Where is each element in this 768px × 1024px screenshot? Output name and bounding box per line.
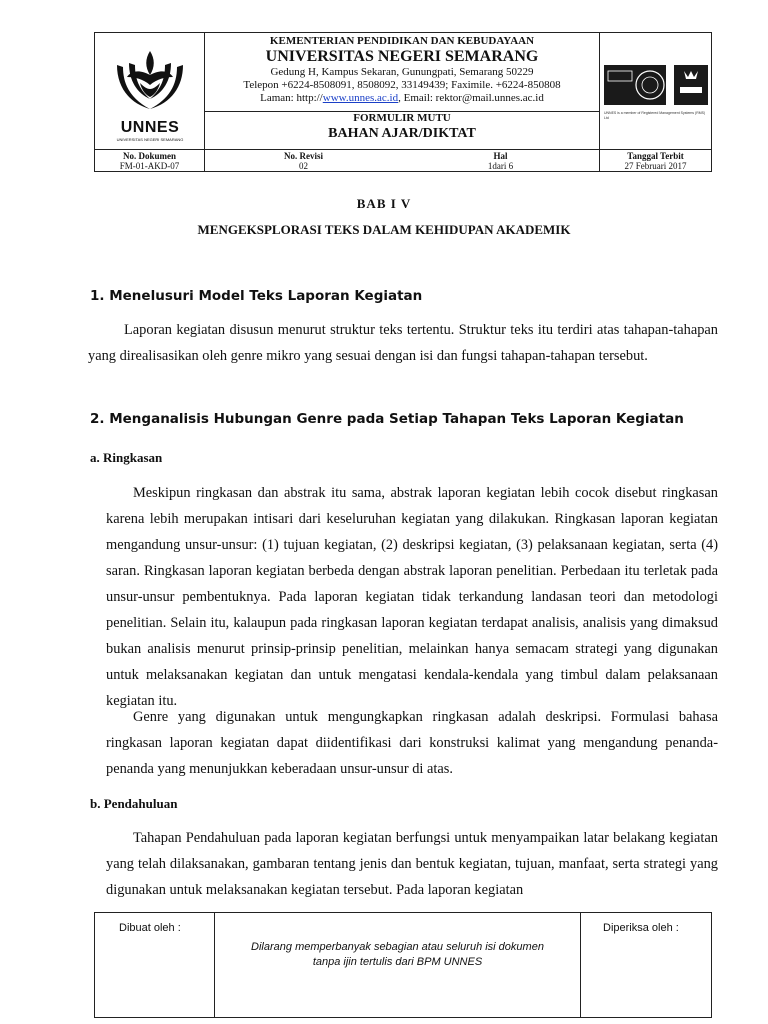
date-value: 27 Februari 2017 xyxy=(624,161,687,171)
logo-wordmark: UNNES xyxy=(120,119,180,136)
certification-note: UNNES is a member of Registered Management Systems (RMS) Ltd xyxy=(604,111,706,120)
chapter-number: BAB I V xyxy=(356,196,412,211)
institution-block xyxy=(205,33,599,112)
web-line xyxy=(205,92,599,105)
subsection-a-paragraph-1: Meskipun ringkasan dan abstrak itu sama, abstrak laporan kegiatan lebih cocok disebut ringkasan karena lebih merupakan intisari dari keseluruhan kegiatan yang dilakukan. Ringkasan laporan kegiatan mengandung unsur-unsur: (1) tujuan kegiatan, (2) deskripsi kegiatan, (3) pelaksanaan kegiatan, serta (4) saran. Ringkasan laporan kegiatan berbeda dengan abstrak laporan penelitian. Perbedaan itu terletak pada unsur-unsur pembentuknya. Pada laporan kegiatan tidak terkandung landasan teori dan metodologi penelitian. Selain itu, kalaupun pada ringkasan laporan kegiatan terdapat analisis, analisis yang dimaksud bukan analisis menurut prinsip-prinsip penelitian, melainkan hanya semacam strategi yang digunakan untuk melaksanakan kegiatan dan untuk mengatasi kendala-kendala yang timbul dalam pelaksanaan kegiatan itu. xyxy=(106,485,718,709)
institution-cell xyxy=(205,33,599,149)
subsection-b-paragraph-1: Tahapan Pendahuluan pada laporan kegiatan berfungsi untuk menyampaikan latar belakang kegiatan yang telah dilaksanakan, gambaran tentang jenis dan bentuk kegiatan, tujuan, manfaat, serta strategi yang digunakan untuk melaksanakan kegiatan tersebut. Pada laporan kegiatan xyxy=(106,830,718,898)
doc-number-label: No. Dokumen xyxy=(122,151,176,161)
logo-subtext: UNIVERSITAS NEGERI SEMARANG xyxy=(116,137,184,142)
email-text: , Email: rektor@mail.unnes.ac.id xyxy=(398,92,544,104)
date-label: Tanggal Terbit xyxy=(627,151,684,161)
subsection-a-paragraph-2: Genre yang digunakan untuk mengungkapkan ringkasan adalah deskripsi. Formulasi bahasa ringkasan laporan kegiatan dapat diidentifikasi dari konstruksi kalimat yang mengandung penanda-penanda yang menunjukkan keberadaan unsur-unsur di atas. xyxy=(106,709,718,777)
section-paragraph-1: Laporan kegiatan disusun menurut struktur teks tertentu. Struktur teks itu terdiri atas tahapan-tahapan yang direalisasikan oleh genre mikro yang sesuai dengan isi dan fungsi tahapan-tahapan tersebut. xyxy=(88,322,718,364)
revision-value: 02 xyxy=(299,161,308,171)
approval-footer xyxy=(94,912,712,1018)
notice-line-1: Dilarang memperbanyak sebagian atau seluruh isi dokumen xyxy=(251,941,544,953)
page-cell xyxy=(402,150,599,172)
subsection-heading-b: b. Pendahuluan xyxy=(90,796,178,811)
document-header xyxy=(94,32,712,172)
certification-cell xyxy=(599,33,711,149)
chapter-title: MENGEKSPLORASI TEKS DALAM KEHIDUPAN AKADEMIK xyxy=(197,222,571,237)
unnes-logo-icon xyxy=(109,47,191,119)
made-by-label: Dibuat oleh : xyxy=(119,922,181,934)
copyright-notice-cell xyxy=(215,913,580,1017)
notice-line-2: tanpa ijin tertulis dari BPM UNNES xyxy=(312,956,483,968)
university-name: UNIVERSITAS NEGERI SEMARANG xyxy=(265,48,539,65)
revision-label: No. Revisi xyxy=(284,151,323,161)
form-title: BAHAN AJAR/DIKTAT xyxy=(328,126,476,141)
form-label: FORMULIR MUTU xyxy=(353,112,451,124)
ministry-name: KEMENTERIAN PENDIDIKAN DAN KEBUDAYAAN xyxy=(269,35,535,47)
revision-cell xyxy=(205,150,402,172)
page-label: Hal xyxy=(493,151,508,161)
doc-number-cell xyxy=(95,150,205,172)
web-prefix: Laman: http:// xyxy=(260,92,323,104)
date-cell xyxy=(599,150,711,172)
certification-marks-icon xyxy=(604,65,708,105)
section-heading-2: 2. Menganalisis Hubungan Genre pada Setiap Tahapan Teks Laporan Kegiatan xyxy=(90,411,684,427)
doc-number-value: FM-01-AKD-07 xyxy=(119,161,180,171)
document-meta-row xyxy=(95,149,711,171)
made-by-cell xyxy=(95,913,215,1017)
form-title-block xyxy=(205,112,599,143)
logo-cell xyxy=(95,33,205,149)
phone-line: Telepon +6224-8508091, 8508092, 33149439; Faximile. +6224-850808 xyxy=(243,79,561,91)
address-line: Gedung H, Kampus Sekaran, Gunungpati, Semarang 50229 xyxy=(270,66,534,78)
checked-by-label: Diperiksa oleh : xyxy=(603,922,679,934)
subsection-heading-a: a. Ringkasan xyxy=(90,450,163,465)
section-heading-1: 1. Menelusuri Model Teks Laporan Kegiatan xyxy=(90,288,423,304)
website-link[interactable]: www.unnes.ac.id xyxy=(322,92,399,104)
checked-by-cell xyxy=(580,913,711,1017)
page-value: 1dari 6 xyxy=(487,161,514,171)
